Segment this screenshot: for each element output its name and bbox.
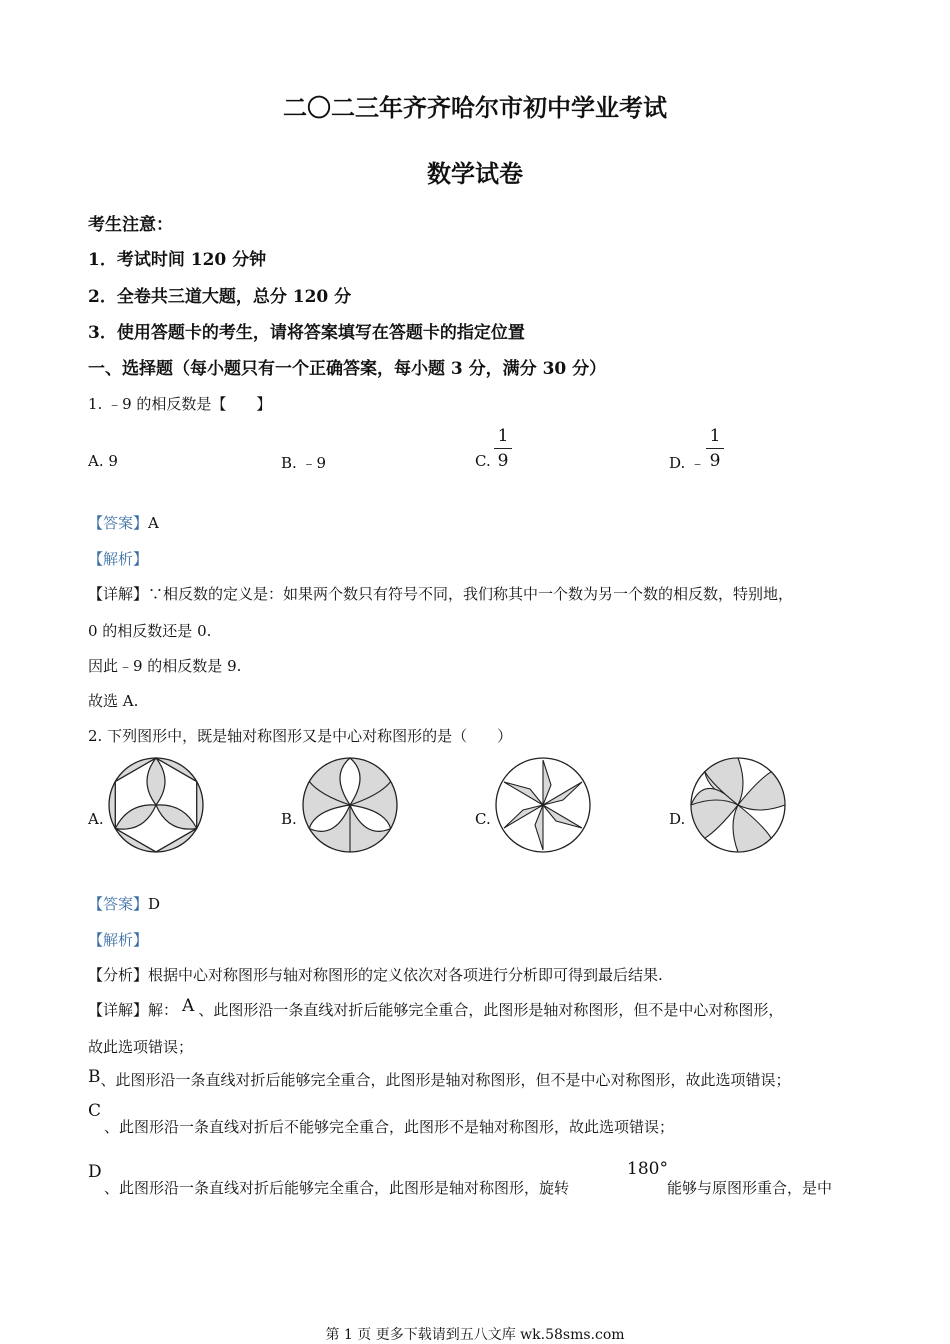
fenxi-text: 根据中心对称图形与轴对称图形的定义依次对各项进行分析即可得到最后结果.: [148, 966, 663, 984]
detail-tag: 【详解】: [88, 1001, 149, 1019]
q2-option-d: D.: [669, 810, 686, 828]
answer-tag: 【答案】: [88, 895, 149, 913]
q2-figure-d: [688, 755, 788, 855]
detail-tag: 【详解】: [88, 585, 149, 603]
q2-detail-a2: 故此选项错误；: [88, 1038, 194, 1056]
q1-option-b: B. ﹣9: [281, 454, 327, 472]
q1-detail-line-2: 0 的相反数还是 0.: [88, 622, 212, 640]
fraction-denominator: 9: [709, 451, 721, 471]
q2-answer: [88, 893, 160, 914]
answer-value: A: [148, 514, 159, 532]
fenxi-tag: 【分析】: [88, 966, 149, 984]
detail-b-text: 、此图形沿一条直线对折后能够完全重合，此图形是轴对称图形，但不是中心对称图形，故此选项错误；: [100, 1071, 791, 1089]
q1-option-c: C.: [475, 452, 491, 470]
q1-stem: 1. ﹣9 的相反数是【 】: [88, 395, 272, 413]
detail-prefix: 解：: [148, 1001, 179, 1019]
option-letter-d: D: [88, 1162, 102, 1182]
fraction-bar: [706, 448, 724, 449]
detail-text: ∵相反数的定义是：如果两个数只有符号不同，我们称其中一个数为另一个数的相反数，特别地，: [148, 585, 794, 603]
q1-detail-line-3: 因此﹣9 的相反数是 9.: [88, 657, 242, 675]
answer-value: D: [148, 895, 161, 913]
q2-stem: 2. 下列图形中，既是轴对称图形又是中心对称图形的是（ ）: [88, 727, 513, 745]
fraction-numerator: 1: [497, 426, 509, 446]
detail-a-text: 、此图形沿一条直线对折后能够完全重合，此图形是轴对称图形，但不是中心对称图形，: [198, 1001, 784, 1019]
q2-detail-a: [88, 996, 784, 1020]
angle-180: 180°: [627, 1159, 668, 1179]
answer-tag: 【答案】: [88, 514, 149, 532]
q1-detail-line-1: [88, 583, 793, 604]
page-subtitle: 数学试卷: [427, 159, 523, 188]
option-letter-b: B: [88, 1067, 101, 1087]
page-title: 二〇二三年齐齐哈尔市初中学业考试: [283, 93, 667, 122]
q2-detail-b: [88, 1069, 791, 1090]
q1-option-d-fraction: [706, 426, 724, 471]
q1-analysis-tag: 【解析】: [88, 550, 149, 568]
q2-detail-c: 、此图形沿一条直线对折后不能够完全重合，此图形不是轴对称图形，故此选项错误；: [104, 1118, 675, 1136]
option-letter-a: A: [182, 996, 195, 1016]
q2-option-c: C.: [475, 810, 491, 828]
fraction-bar: [494, 448, 512, 449]
q1-option-a: A. 9: [88, 452, 118, 470]
q2-option-b: B.: [281, 810, 297, 828]
notice-heading: 考生注意：: [88, 215, 173, 235]
q2-figure-c: [493, 755, 593, 855]
fraction-numerator: 1: [709, 426, 721, 446]
q2-figure-a: [106, 755, 206, 855]
q2-detail-d-tail: 能够与原图形重合，是中: [667, 1179, 833, 1197]
notice-item-3: 3．使用答题卡的考生，请将答案填写在答题卡的指定位置: [88, 323, 525, 343]
q2-fenxi: [88, 964, 663, 985]
fraction-denominator: 9: [497, 451, 509, 471]
option-letter-c: C: [88, 1101, 102, 1121]
q2-analysis-tag: 【解析】: [88, 931, 149, 949]
q1-option-d: D. ﹣: [669, 454, 706, 472]
q2-option-a: A.: [88, 810, 104, 828]
q1-option-c-fraction: [494, 426, 512, 471]
q1-answer: [88, 512, 159, 533]
q2-figure-b: [300, 755, 400, 855]
q2-detail-d: 、此图形沿一条直线对折后能够完全重合，此图形是轴对称图形，旋转: [104, 1179, 570, 1197]
section-heading: 一、选择题（每小题只有一个正确答案，每小题 3 分，满分 30 分）: [88, 359, 607, 379]
page-footer: 第 1 页 更多下载请到五八文库 wk.58sms.com: [325, 1327, 625, 1343]
notice-item-1: 1．考试时间 120 分钟: [88, 250, 267, 270]
notice-item-2: 2．全卷共三道大题，总分 120 分: [88, 287, 352, 307]
q1-detail-line-4: 故选 A.: [88, 692, 139, 710]
